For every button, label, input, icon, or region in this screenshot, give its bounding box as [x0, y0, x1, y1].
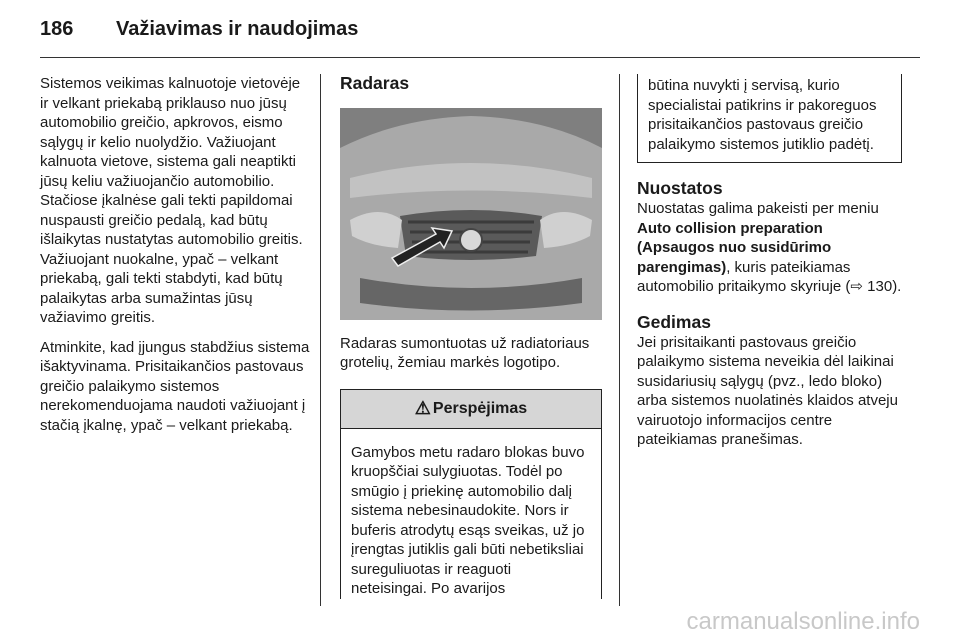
settings-menu-name: Auto collision preparation (Apsaugos nuo susidūrimo parengimas)	[637, 219, 832, 276]
column-divider-2	[619, 74, 620, 606]
radar-caption: Radaras sumontuotas už radiatoriaus grotelių, žemiau markės logotipo.	[340, 334, 590, 371]
fault-paragraph: Jei prisitaikanti pastovaus greičio palaikymo sistema neveikia dėl laikinai susidariusių sąlygų (pvz., ledo bloko) arba sistemos nuolatinės klaidos atveju vairuotojo informacijos centre pateikiamas pranešimas.	[637, 333, 898, 448]
section-heading-fault: Gedimas	[637, 311, 711, 332]
page-number: 186	[40, 18, 74, 40]
page-title: Važiavimas ir naudojimas	[116, 18, 359, 40]
column-divider-1	[320, 74, 321, 606]
header-rule	[40, 57, 920, 58]
car-front-photo	[340, 108, 602, 320]
warning-title: Perspėjimas	[432, 399, 528, 417]
warning-box	[340, 389, 602, 599]
car-front-illustration	[340, 108, 602, 320]
column-3	[637, 74, 902, 460]
column-1	[40, 74, 310, 445]
section-heading-radar: Radaras	[340, 73, 410, 93]
page-ref-number[interactable]: 130	[867, 278, 893, 295]
warning-triangle-icon: ⚠	[414, 397, 431, 418]
settings-text-pre: Nuostatas galima pakeisti per meniu	[637, 200, 879, 217]
warning-body: Gamybos metu radaro blokas buvo kruopščiai sulygiuotas. Todėl po smūgio į priekinę automobilio dalį sistema nebesinaudokite. Nors ir buferis atrodytų esąs sveikas, už jo įrengtas jutiklis gali būti nebetiksliai sureguliuotas ir reaguoti neteisingai. Po avarijos	[351, 443, 585, 597]
warning-box-continued: būtina nuvykti į servisą, kurio specialistai patikrins ir pakoreguos prisitaikančios pastovaus greičio palaikymo sistemos jutiklio padėtį.	[637, 74, 902, 163]
settings-text-end: ).	[892, 278, 902, 295]
page-header	[40, 18, 358, 41]
warning-header	[341, 390, 601, 429]
settings-text-post: , kuris pateikiamas automobilio pritaikymo skyriuje (	[637, 258, 851, 295]
page-ref-arrow-icon: ⇨	[850, 278, 868, 295]
watermark: carmanualsonline.info	[686, 608, 920, 635]
settings-paragraph	[637, 199, 902, 297]
paragraph-brakes: Atminkite, kad įjungus stabdžius sistema išaktyvinama. Prisitaikančios pastovaus greičio palaikymo sistemos nerekomenduojama naudoti važiuojant į stačią įkalnę, ypač – velkant priekabą.	[40, 338, 310, 434]
section-heading-settings: Nuostatos	[637, 178, 723, 198]
column-2	[340, 74, 602, 599]
paragraph-hills: Sistemos veikimas kalnuotoje vietovėje ir velkant priekabą priklauso nuo jūsų automobilio greičio, apkrovos, eismo sąlygų ir kelio nuolydžio. Važiuojant kalnuota vietove, sistema gali neaptikti jūsų keliu važiuojančio automobilio. Stačiose įkalnėse gali tekti papildomai nuspausti greičio pedalą, kad būtų išlaikytas nustatytas automobilio greitis. Važiuojant nuokalne, ypač – velkant priekabą, gali tekti stabdyti, kad būtų palaikytas arba sumažintas jūsų važiavimo greitis.	[40, 75, 303, 326]
